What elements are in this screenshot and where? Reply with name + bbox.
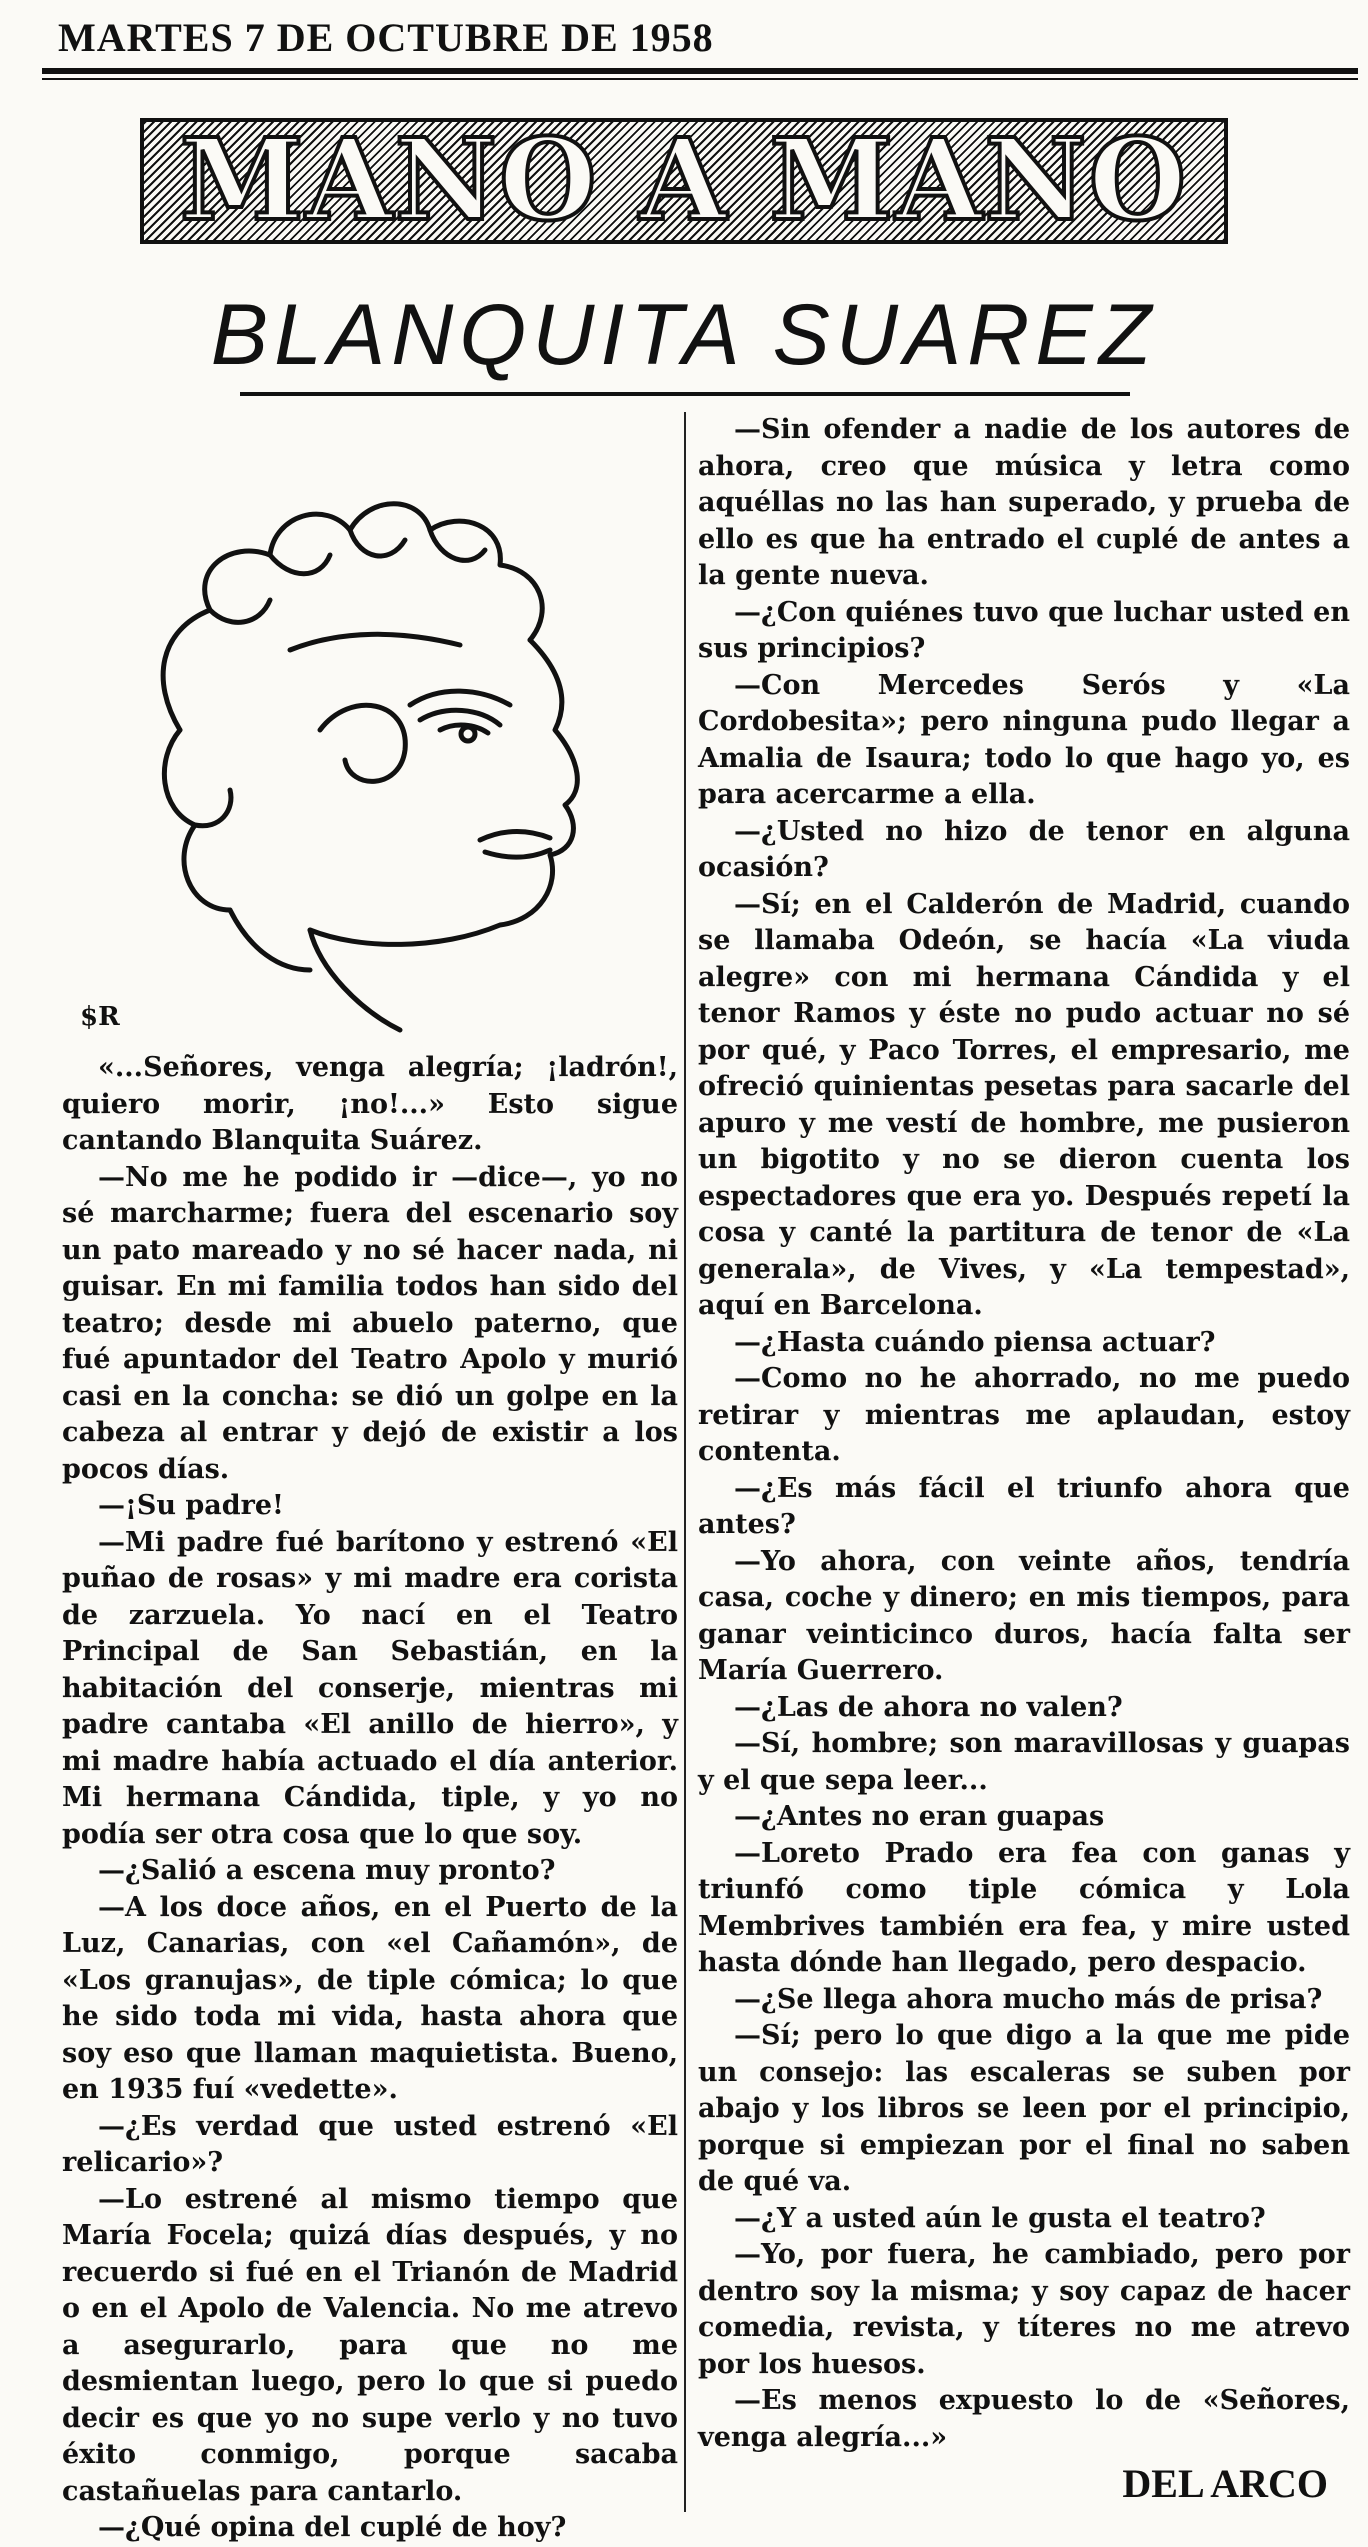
article-paragraph: —¡Su padre! <box>98 1490 284 1521</box>
article-paragraph: —Sí; pero lo que digo a la que me pide un consejo: las escaleras se suben por abajo y los libros se leen por el principio, porque si empiezan por el final no saben de qué va. <box>698 2020 1350 2197</box>
article-paragraph: —Yo, por fuera, he cambiado, pero por dentro soy la misma; y soy capaz de hacer comedia, revista, y títeres no me atrevo por los huesos. <box>698 2239 1350 2380</box>
article-paragraph: —¿Se llega ahora mucho más de prisa? <box>734 1983 1323 2015</box>
article-paragraph: —Como no he ahorrado, no me puedo retirar y mientras me aplaudan, estoy contenta. <box>698 1363 1350 1467</box>
article-paragraph: —Es menos expuesto lo de «Señores, venga alegría...» <box>698 2385 1350 2453</box>
article-paragraph: «...Señores, venga alegría; ¡ladrón!, quiero morir, ¡no!...» Esto sigue cantando Blanquita Suárez. <box>62 1052 678 1156</box>
article-paragraph: —¿Salió a escena muy pronto? <box>98 1855 556 1886</box>
section-banner <box>140 115 1228 246</box>
svg-text:$R: $R <box>80 1002 120 1032</box>
article-paragraph: —¿Y a usted aún le gusta el teatro? <box>734 2202 1266 2234</box>
author-signature: DEL ARCO <box>1122 2461 1328 2506</box>
article-left-column <box>62 1050 678 2547</box>
article-paragraph: —¿Es más fácil el triunfo ahora que antes? <box>698 1472 1350 1540</box>
header-rule <box>42 68 1358 74</box>
article-paragraph: —Loreto Prado era fea con ganas y triunfó como tiple cómica y Lola Membrives también era fea, y mire usted hasta dónde han llegado, pero despacio. <box>698 1837 1350 1978</box>
article-title: BLANQUITA SUAREZ <box>210 287 1158 383</box>
article-paragraph: —No me he podido ir —dice—, yo no sé marcharme; fuera del escenario soy un pato mareado y no sé hacer nada, ni guisar. En mi familia todos han sido del teatro; desde mi abuelo paterno, que fué apuntador del Teatro Apolo y murió casi en la concha: se dió un golpe en la cabeza al entrar y dejó de existir a los pocos días. <box>62 1161 678 1485</box>
caricature-illustration <box>60 430 660 1040</box>
article-paragraph: —¿Usted no hizo de tenor en alguna ocasión? <box>698 815 1350 883</box>
article-paragraph: —Yo ahora, con veinte años, tendría casa, coche y dinero; en mis tiempos, para ganar veinticinco duros, hacía falta ser María Guerrero. <box>698 1545 1350 1686</box>
article-paragraph: —¿Es verdad que usted estrenó «El relicario»? <box>62 2110 678 2178</box>
article-paragraph: —Lo estrené al mismo tiempo que María Focela; quizá días después, y no recuerdo si fué en el Trianón de Madrid o en el Apolo de Valencia. No me atrevo a asegurarlo, para que no me desmientan luego, pero lo que si puedo decir es que yo no supe verlo y no tuvo éxito conmigo, porque sacaba castañuelas para cantarlo. <box>62 2183 678 2507</box>
article-paragraph: —¿Antes no eran guapas <box>734 1801 1105 1832</box>
article-paragraph: —Sin ofender a nadie de los autores de ahora, creo que música y letra como aquéllas no las han superado, y prueba de ello es que ha entrado el cuplé de antes a la gente nueva. <box>698 414 1350 591</box>
page-dateline: MARTES 7 DE OCTUBRE DE 1958 <box>58 15 714 60</box>
article-paragraph: —¿Qué opina del cuplé de hoy? <box>98 2512 567 2543</box>
article-paragraph: —¿Las de ahora no valen? <box>734 1691 1123 1723</box>
article-right-column <box>698 412 1350 2456</box>
article-paragraph: —Sí; en el Calderón de Madrid, cuando se llamaba Odeón, se hacía «La viuda alegre» con mi hermana Cándida y el tenor Ramos y éste no pudo actuar no sé por qué, y Paco Torres, el empresario, me ofreció quinientas pesetas para sacarle del apuro y me vestí de hombre, me pusieron un bigotito y no se dieron cuenta los espectadores que era yo. Después repetí la cosa y canté la partitura de tenor de «La generala», de Vives, y «La tempestad», aquí en Barcelona. <box>698 888 1350 1321</box>
article-paragraph: —¿Con quiénes tuvo que luchar usted en sus principios? <box>698 596 1350 664</box>
article-paragraph: —Sí, hombre; son maravillosas y guapas y el que sepa leer... <box>698 1728 1350 1796</box>
section-banner-text: MANO A MANO <box>179 115 1189 246</box>
article-paragraph: —A los doce años, en el Puerto de la Luz, Canarias, con «el Cañamón», de «Los granujas», de tiple cómica; lo que he sido toda mi vida, hasta ahora que soy eso que llaman maquietista. Bueno, en 1935 fuí «vedette». <box>62 1891 678 2105</box>
title-underline <box>240 392 1130 396</box>
article-paragraph: —¿Hasta cuándo piensa actuar? <box>734 1326 1216 1358</box>
article-paragraph: —Mi padre fué barítono y estrenó «El puñao de rosas» y mi madre era corista de zarzuela. Yo nací en el Teatro Principal de San Sebastián, en la habitación del conserje, mientras mi padre cantaba «El anillo de hierro», y mi madre había actuado el día anterior. Mi hermana Cándida, tiple, y yo no podía ser otra cosa que lo que soy. <box>62 1526 678 1850</box>
article-paragraph: —Con Mercedes Serós y «La Cordobesita»; pero ninguna pudo llegar a Amalia de Isaura; todo lo que hago yo, es para acercarme a ella. <box>698 669 1350 810</box>
header-rule-thin <box>42 78 1358 80</box>
column-divider <box>684 412 686 2512</box>
